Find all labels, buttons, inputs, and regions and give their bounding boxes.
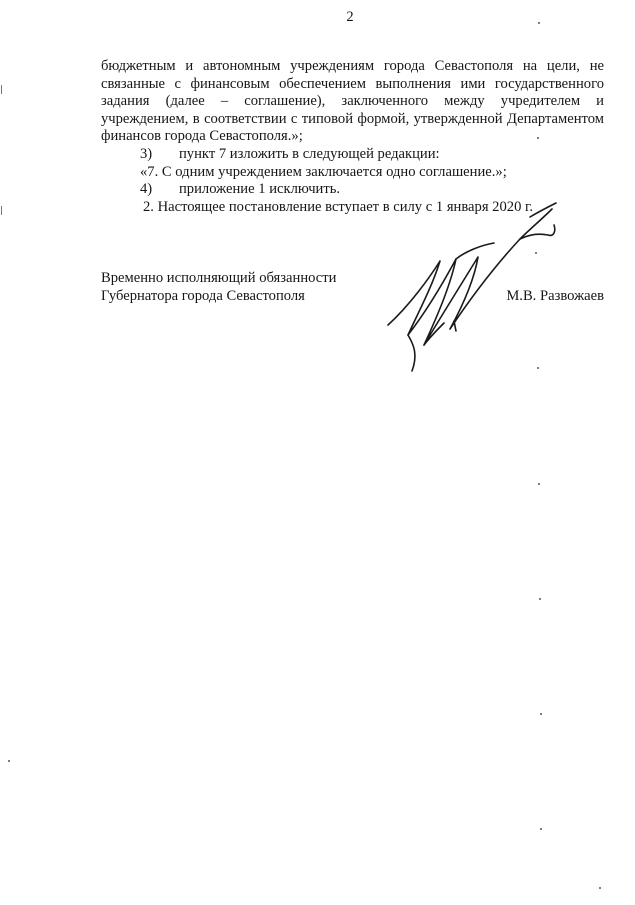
scan-speck [540,713,542,715]
signer-position-line-1: Временно исполняющий обязанности [101,270,337,286]
signer-position [101,270,336,305]
paragraph-continuation: бюджетным и автономным учреждениям города Севастополя на цели, не связанные с финансовым обеспечением выполнения ими государственного задания (далее – соглашение), заключенного между учредителем и учреждением, в соответствии с типовой формой, утвержденной Департаментом финансов города Севастополя.»; [101,58,604,145]
list-item-3 [101,146,604,164]
scan-speck [538,483,540,485]
paragraph-effective-date: 2. Настоящее постановление вступает в силу с 1 января 2020 г. [143,198,533,215]
scan-edge-mark [1,206,2,215]
signer-name: М.В. Развожаев [506,288,604,304]
scan-speck [538,22,540,24]
scan-speck [540,828,542,830]
list-item-3-number: 3) [140,145,153,162]
scan-speck [537,367,539,369]
document-body [101,58,604,216]
signer-position-line-2: Губернатора города Севастополя [101,287,305,304]
scan-speck [535,252,537,254]
handwritten-signature [370,195,570,380]
list-item-3-text: пункт 7 изложить в следующей редакции: [179,145,440,162]
scan-speck [8,760,10,762]
page-number: 2 [346,9,354,25]
list-item-4-number: 4) [140,181,153,198]
scan-speck [599,887,601,889]
list-item-4-text: приложение 1 исключить. [179,181,341,198]
quoted-clause-7: «7. С одним учреждением заключается одно соглашение.»; [140,163,507,180]
scan-edge-mark [1,85,2,94]
scan-speck [537,137,539,139]
scan-speck [539,598,541,600]
